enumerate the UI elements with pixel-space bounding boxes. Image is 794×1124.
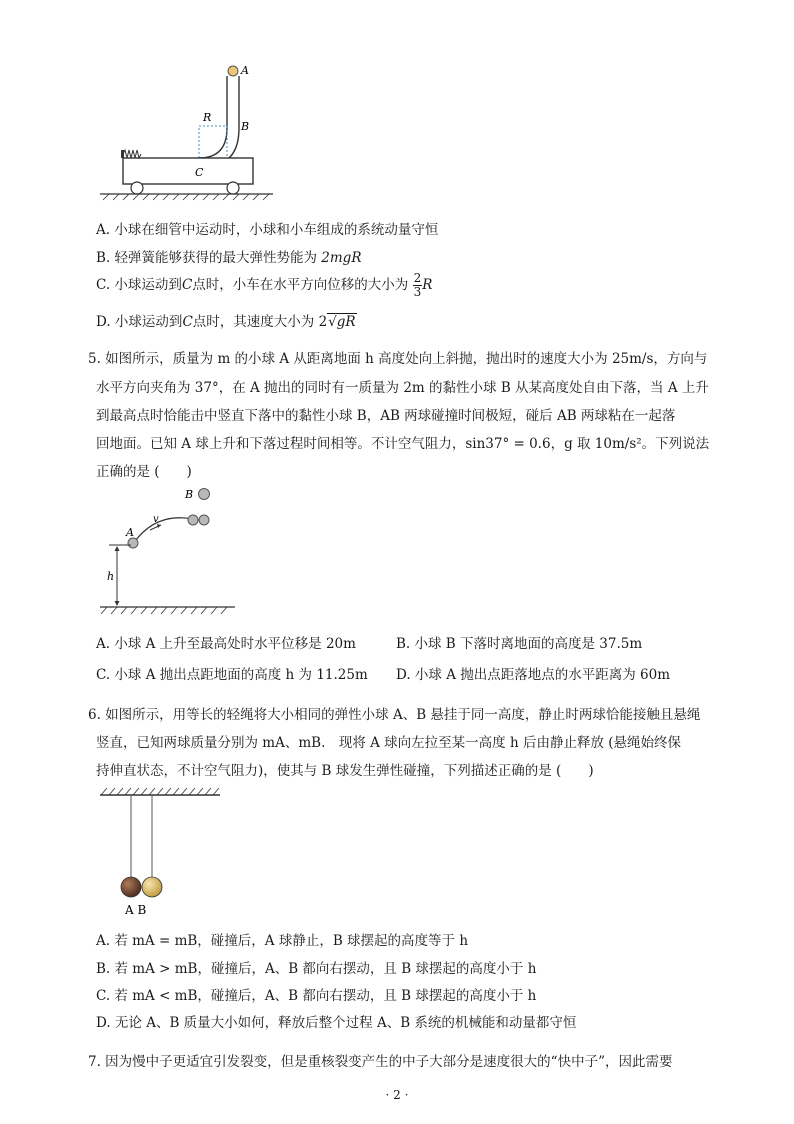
q6-option-d: D. 无论 A、B 质量大小如何，释放后整个过程 A、B 系统的机械能和动量都守恒 — [96, 1015, 577, 1031]
label-ab: A B — [125, 903, 147, 917]
q5-line-1: 5. 如图所示，质量为 m 的小球 A 从距离地面 h 高度处向上斜抛，抛出时的速度大小为 25m/s，方向与 — [88, 351, 708, 367]
ball-b — [199, 489, 210, 500]
q6-line-1: 6. 如图所示，用等长的轻绳将大小相同的弹性小球 A、B 悬挂于同一高度，静止时两球恰能接触且悬绳 — [88, 707, 701, 723]
q6-figure — [95, 783, 225, 918]
q6-line-3: 持伸直状态，不计空气阻力)，使其与 B 球发生弹性碰撞，下列描述正确的是 ( ) — [96, 763, 594, 779]
page-number: · 2 · — [385, 1088, 409, 1102]
q6-option-c: C. 若 mA < mB，碰撞后，A、B 都向右摆动，且 B 球摆起的高度小于 h — [96, 988, 537, 1004]
label-b: B — [241, 120, 250, 133]
q6-option-b: B. 若 mA > mB，碰撞后，A、B 都向右摆动，且 B 球摆起的高度小于 h — [96, 961, 537, 977]
label-c: C — [195, 166, 204, 179]
q4-option-a: A. 小球在细管中运动时，小球和小车组成的系统动量守恒 — [96, 222, 439, 238]
q5-option-b: B. 小球 B 下落时离地面的高度是 37.5m — [396, 636, 643, 652]
q5-line-4: 回地面。已知 A 球上升和下落过程时间相等。不计空气阻力，sin37° = 0.6，g 取 10m/s²。下列说法 — [96, 436, 710, 452]
q6-line-2: 竖直，已知两球质量分别为 mA、mB. 现将 A 球向左拉至某一高度 h 后由静止释放 (悬绳始终保 — [96, 735, 682, 751]
q4-option-d: D. 小球运动到C点时，其速度大小为 2√gR — [96, 314, 356, 330]
q5-line-5: 正确的是 ( ) — [96, 464, 192, 480]
q6-option-a: A. 若 mA = mB，碰撞后，A 球静止，B 球摆起的高度等于 h — [96, 933, 469, 949]
ball-a — [228, 66, 238, 76]
q5-option-c: C. 小球 A 抛出点距地面的高度 h 为 11.25m — [96, 667, 368, 683]
ball-a — [121, 877, 141, 897]
q4-option-c: C. 小球运动到C点时，小车在水平方向位移的大小为 $\frac{2}{3}$ R — [96, 271, 433, 299]
q5-line-3: 到最高点时恰能击中竖直下落中的黏性小球 B，AB 两球碰撞时间极短，碰后 AB 两球粘在一起落 — [96, 408, 676, 424]
label-h: h — [107, 570, 115, 583]
q5-option-a: A. 小球 A 上升至最高处时水平位移是 20m — [96, 636, 356, 652]
label-a: A — [126, 526, 134, 539]
label-a: A — [241, 64, 249, 77]
label-v: v — [153, 514, 159, 525]
q7-line-1: 7. 因为慢中子更适宜引发裂变，但是重核裂变产生的中子大部分是速度很大的“快中子”，因此需要 — [88, 1054, 673, 1070]
q4-figure — [95, 62, 275, 202]
q5-figure — [95, 484, 245, 619]
q5-line-2: 水平方向夹角为 37°，在 A 抛出的同时有一质量为 2m 的黏性小球 B 从某高度处自由下落，当 A 上升 — [96, 380, 709, 396]
ball-b — [142, 877, 162, 897]
q4-option-b: B. 轻弹簧能够获得的最大弹性势能为 2mgR — [96, 250, 362, 266]
label-r: R — [203, 111, 212, 124]
label-b: B — [185, 488, 194, 501]
q5-option-d: D. 小球 A 抛出点距落地点的水平距离为 60m — [396, 667, 671, 683]
